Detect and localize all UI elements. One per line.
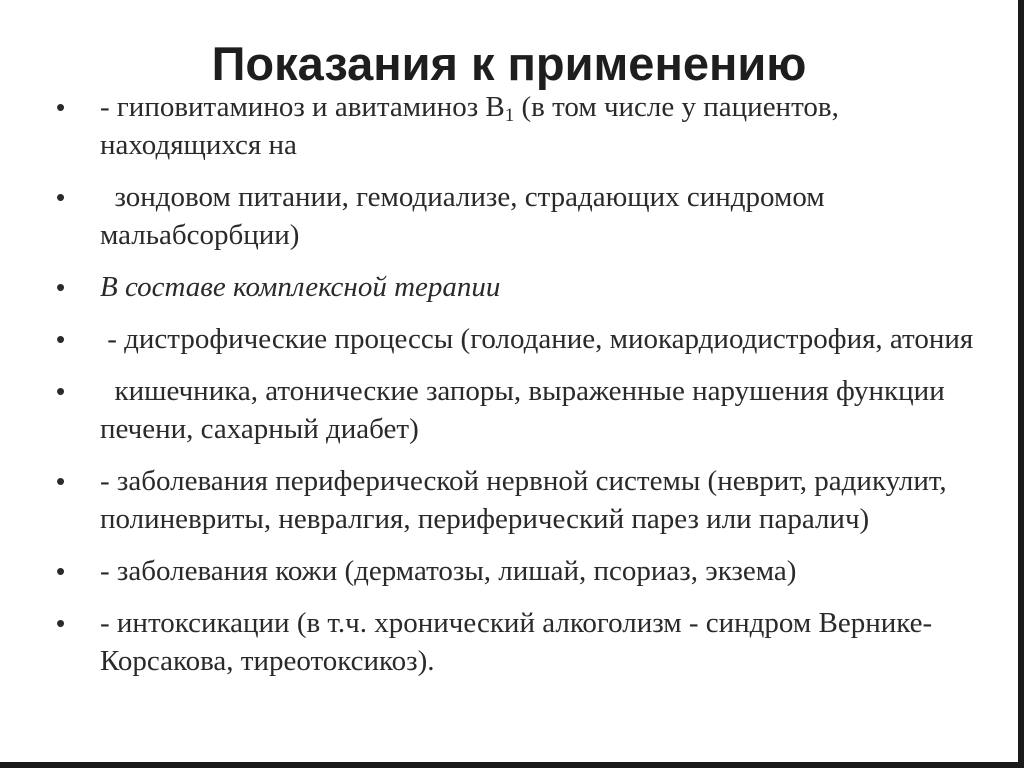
list-item	[56, 268, 976, 306]
bullet-icon: •	[56, 92, 66, 122]
list-item	[56, 320, 976, 358]
bullet-icon: •	[56, 182, 66, 212]
item-text-main: - гиповитаминоз и авитаминоз В	[100, 91, 505, 123]
item-text-main: В составе комплексной терапии	[100, 271, 501, 303]
list-item	[56, 552, 976, 590]
slide-border-right	[1018, 0, 1024, 768]
bullet-icon: •	[56, 466, 66, 496]
list-item	[56, 372, 976, 448]
bullet-icon: •	[56, 608, 66, 638]
item-text	[100, 607, 932, 677]
item-text-italic	[100, 271, 500, 303]
bullet-icon: •	[56, 272, 66, 302]
item-text	[100, 91, 839, 161]
item-text	[100, 465, 947, 535]
bullet-icon: •	[56, 556, 66, 586]
bullet-icon: •	[56, 324, 66, 354]
item-text-main: - заболевания периферической нервной системы (неврит, радикулит, полиневриты, невралгия, периферический парез или паралич)	[100, 465, 947, 535]
list-item	[56, 604, 976, 680]
item-text-main: - дистрофические процессы (голодание, миокардиодистрофия, атония	[100, 323, 974, 355]
item-text-main: - заболевания кожи (дерматозы, лишай, псориаз, экзема)	[100, 555, 797, 587]
list-item	[56, 178, 976, 254]
bullet-icon: •	[56, 376, 66, 406]
indications-list	[56, 88, 976, 694]
item-text	[100, 555, 796, 587]
item-text-main: - интоксикации (в т.ч. хронический алкоголизм - синдром Вернике-Корсакова, тиреотоксикоз).	[100, 607, 933, 677]
list-item	[56, 88, 976, 164]
item-text-main: зондовом питании, гемодиализе, страдающих синдромом мальабсорбции)	[100, 181, 832, 251]
item-text	[100, 375, 952, 445]
list-item	[56, 462, 976, 538]
item-text	[100, 181, 832, 251]
slide-border-bottom	[0, 762, 1024, 768]
item-subscript: 1	[504, 105, 515, 126]
slide-title: Показания к применению	[211, 37, 807, 90]
item-text-tail: (в том числе у пациентов, находящихся на	[100, 91, 839, 161]
item-text	[100, 323, 973, 355]
item-text-main: кишечника, атонические запоры, выраженные нарушения функции печени, сахарный диабет)	[100, 375, 952, 445]
